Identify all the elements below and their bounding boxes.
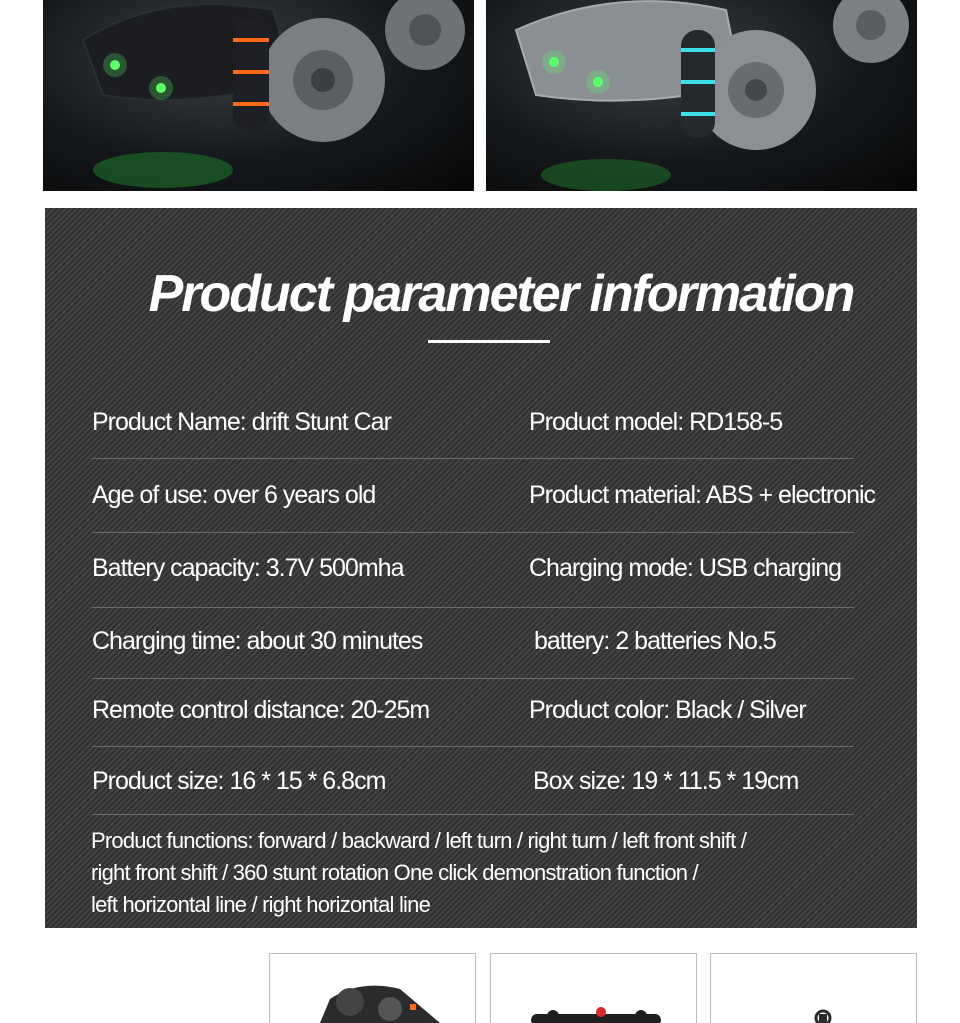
silver-stunt-car-photo — [486, 0, 917, 191]
param-battery: battery: 2 batteries No.5 — [534, 627, 776, 655]
param-box-size: Box size: 19 * 11.5 * 19cm — [533, 767, 799, 795]
param-charging-time: Charging time: about 30 minutes — [92, 627, 423, 655]
param-product-color: Product color: Black / Silver — [529, 696, 806, 724]
param-age-of-use: Age of use: over 6 years old — [92, 481, 376, 509]
functions-line-2: right front shift / 360 stunt rotation One click demonstration function / — [91, 860, 698, 885]
param-product-size: Product size: 16 * 15 * 6.8cm — [92, 767, 386, 795]
black-stunt-car-photo — [43, 0, 474, 191]
row-divider — [92, 607, 854, 608]
param-product-name: Product Name: drift Stunt Car — [92, 408, 391, 436]
row-divider — [92, 746, 854, 747]
param-remote-distance: Remote control distance: 20-25m — [92, 696, 430, 724]
functions-line-1: Product functions: forward / backward / left turn / right turn / left front shift / — [91, 828, 747, 853]
product-functions — [91, 825, 891, 921]
remote-control-thumbnail[interactable] — [490, 953, 697, 1023]
param-charging-mode: Charging mode: USB charging — [529, 554, 842, 582]
row-divider — [92, 678, 854, 679]
param-battery-capacity: Battery capacity: 3.7V 500mha — [92, 554, 404, 582]
car-thumbnail[interactable] — [269, 953, 476, 1023]
product-parameter-panel — [45, 208, 917, 928]
row-divider — [92, 458, 854, 459]
functions-line-3: left horizontal line / right horizontal line — [91, 892, 431, 917]
param-product-material: Product material: ABS + electronic — [529, 481, 876, 509]
row-divider — [92, 532, 854, 533]
title-underline — [428, 340, 550, 343]
accessory-thumbnail[interactable] — [710, 953, 917, 1023]
param-product-model: Product model: RD158-5 — [529, 408, 783, 436]
panel-title: Product parameter information — [148, 265, 854, 323]
row-divider — [92, 814, 854, 815]
